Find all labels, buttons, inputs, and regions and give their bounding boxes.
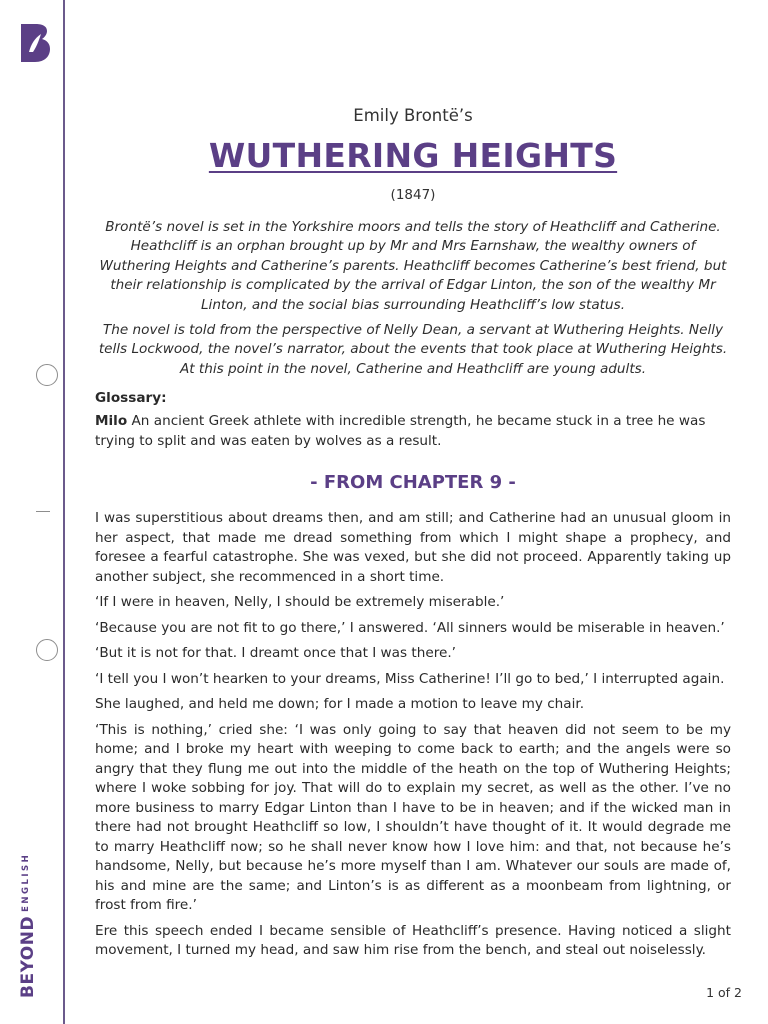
page-number: 1 of 2 (706, 985, 742, 1000)
text-paragraph: ‘Because you are not fit to go there,’ I answered. ‘All sinners would be miserable in heaven.’ (95, 619, 725, 636)
brand-wordmark (18, 853, 38, 998)
intro-paragraph: The novel is told from the perspective of Nelly Dean, a servant at Wuthering Heights. Nelly tells Lockwood, the novel’s narrator, about the events that took place at Wuthering Heights. At this point in the novel, Catherine and Heathcliff are young adults. (98, 322, 728, 377)
brand-word-beyond: BEYOND (18, 915, 38, 998)
beyond-logo-icon (15, 22, 51, 64)
text-paragraph: ‘I tell you I won’t hearken to your dreams, Miss Catherine! I’ll go to bed,’ I interrupted again. (95, 670, 725, 687)
glossary-heading: Glossary: (95, 390, 167, 407)
text-paragraph: ‘But it is not for that. I dreamt once that I was there.’ (95, 645, 457, 662)
author-line: Emily Brontë’s (353, 106, 473, 125)
text-paragraph: I was superstitious about dreams then, and am still; and Catherine had an unusual gloom in her aspect, that made me dread something from which I might shape a prophecy, and foresee a fearful catastrophe. She was vexed, but she did not proceed. Apparently taking up another subject, she recommenced in a short time. (95, 510, 731, 585)
text-paragraph: Ere this speech ended I became sensible of Heathcliff’s presence. Having noticed a slight movement, I turned my head, and saw him rise from the bench, and steal out noiselessly. (95, 922, 731, 959)
book-title (95, 136, 731, 176)
publication-year: (1847) (390, 187, 436, 203)
glossary-definition: An ancient Greek athlete with incredible strength, he became stuck in a tree he was trying to split and was eaten by wolves as a result. (95, 413, 706, 449)
book-title-text: WUTHERING HEIGHTS (208, 136, 618, 175)
intro-paragraph: Brontë’s novel is set in the Yorkshire moors and tells the story of Heathcliff and Catherine. Heathcliff is an orphan brought up by Mr and Mrs Earnshaw, the wealthy owners of Wuthering Heights and Catherine’s parents. Heathcliff becomes Catherine’s best friend, but their relationship is complicated by the arrival of Edgar Linton, the son of the wealthy Mr Linton, and the social bias surrounding Heathcliff’s low status. (99, 219, 727, 313)
binder-hole-bottom (36, 639, 58, 661)
chapter-heading: - FROM CHAPTER 9 - (310, 472, 516, 494)
brand-word-english: ENGLISH (21, 852, 31, 912)
text-paragraph: ‘This is nothing,’ cried she: ‘I was only going to say that heaven did not seem to be my home; and I broke my heart with weeping to come back to earth; and the angels were so angry that they flung me out into the middle of the heath on the top of Wuthering Heights; where I woke sobbing for joy. That will do to explain my secret, as well as the other. I’ve no more business to marry Edgar Linton than I have to be in heaven; and if the wicked man in there had not brought Heathcliff so low, I shouldn’t have thought of it. It would degrade me to marry Heathcliff now; so he shall never know how I love him: and that, not because he’s handsome, Nelly, but because he’s more myself than I am. Whatever our souls are made of, his and mine are the same; and Linton’s is as different as a moonbeam from lightning, or frost from fire.’ (95, 721, 731, 914)
margin-line (63, 0, 65, 1024)
binder-hole-top (36, 364, 58, 386)
document-content (95, 104, 731, 961)
glossary-entry (95, 412, 731, 451)
text-paragraph: ‘If I were in heaven, Nelly, I should be extremely miserable.’ (95, 594, 505, 611)
text-paragraph: She laughed, and held me down; for I made a motion to leave my chair. (95, 696, 585, 713)
fold-mark (36, 511, 50, 512)
glossary-term: Milo (95, 413, 128, 430)
